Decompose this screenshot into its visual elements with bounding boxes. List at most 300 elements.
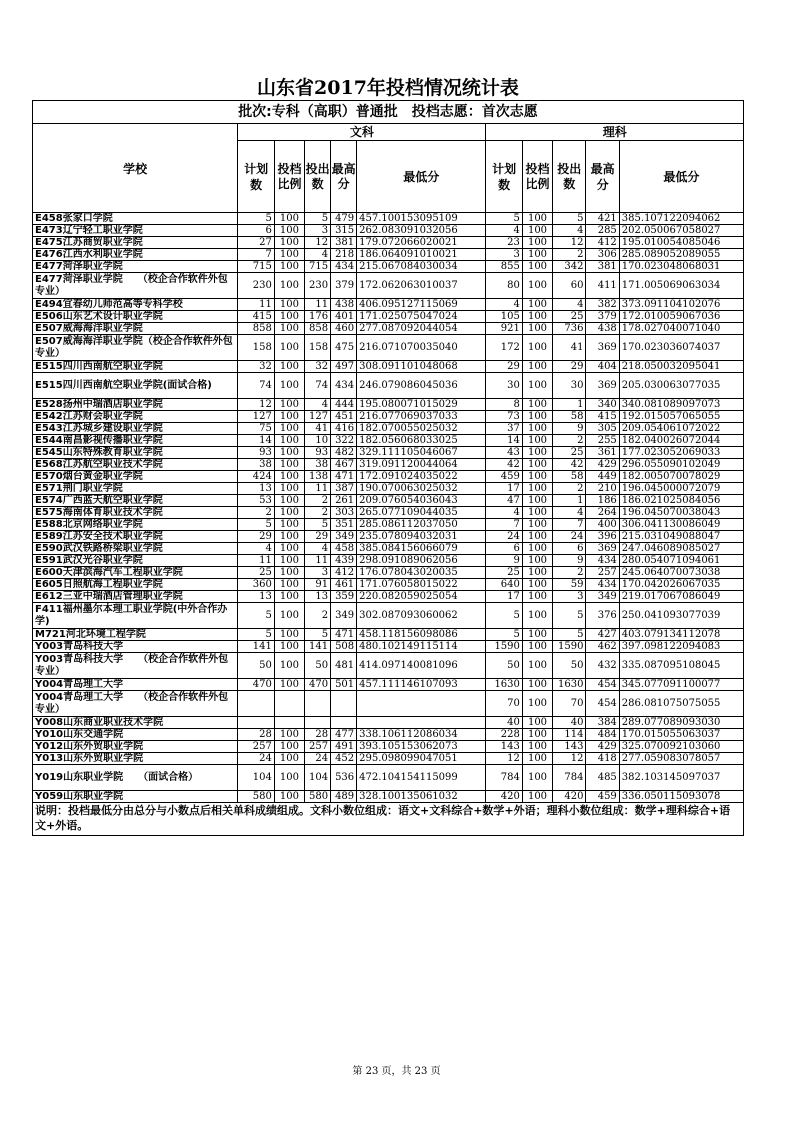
like-cell: 9: [553, 555, 586, 567]
wenke-cell: 277.087092044054: [357, 323, 486, 335]
wenke-cell: 470: [238, 679, 274, 691]
wenke-cell: 6: [238, 225, 274, 237]
like-cell: 4: [486, 225, 522, 237]
table-row: [33, 717, 744, 729]
like-cell: 196.045000072079: [619, 483, 743, 495]
school-name: E477菏泽职业学院: [33, 261, 238, 273]
wenke-cell: 100: [274, 423, 304, 435]
wenke-cell: 458.118156098086: [357, 629, 486, 641]
table-row: [33, 261, 744, 273]
wenke-cell: 29: [305, 531, 331, 543]
school-name: Y059山东职业学院: [33, 791, 238, 803]
wenke-cell: 5: [305, 519, 331, 531]
wenke-cell: 416: [331, 423, 357, 435]
like-cell: 736: [553, 323, 586, 335]
wenke-plan-header: 计划数: [238, 141, 274, 213]
table-row: [33, 423, 744, 435]
wenke-cell: 385.084156066079: [357, 543, 486, 555]
wenke-cell: 32: [238, 361, 274, 373]
like-cell: 277.059083078057: [619, 753, 743, 765]
table-row: [33, 741, 744, 753]
school-name: M721河北环境工程学院: [33, 629, 238, 641]
like-cell: 25: [486, 567, 522, 579]
like-cell: 40: [486, 717, 522, 729]
like-cell: 5: [553, 213, 586, 225]
like-cell: 100: [522, 311, 552, 323]
like-cell: 202.050067058027: [619, 225, 743, 237]
like-cell: 196.045070038043: [619, 507, 743, 519]
like-cell: 100: [522, 567, 552, 579]
wenke-cell: 230: [305, 273, 331, 299]
wenke-cell: 100: [274, 555, 304, 567]
wenke-cell: 179.072066020021: [357, 237, 486, 249]
like-cell: 100: [522, 249, 552, 261]
wenke-cell: 100: [274, 567, 304, 579]
wenke-cell: 100: [274, 435, 304, 447]
like-min-header: 最低分: [619, 141, 743, 213]
wenke-cell: 415: [238, 311, 274, 323]
like-cell: 369: [586, 543, 619, 555]
like-cell: 218.050032095041: [619, 361, 743, 373]
like-cell: 8: [486, 399, 522, 411]
school-name: Y010山东交通学院: [33, 729, 238, 741]
like-cell: 429: [586, 459, 619, 471]
wenke-cell: 38: [238, 459, 274, 471]
like-cell: 385.107122094062: [619, 213, 743, 225]
like-cell: 305: [586, 423, 619, 435]
wenke-cell: 182.056068033025: [357, 435, 486, 447]
like-cell: 5: [486, 213, 522, 225]
wenke-cell: 457.100153095109: [357, 213, 486, 225]
wenke-cell: 329.111105046067: [357, 447, 486, 459]
wenke-cell: 461: [331, 579, 357, 591]
wenke-cell: 50: [305, 653, 331, 679]
like-cell: 210: [586, 483, 619, 495]
like-cell: 2: [553, 435, 586, 447]
wenke-cell: 172.062063010037: [357, 273, 486, 299]
wenke-cell: 100: [274, 447, 304, 459]
like-cell: 340: [586, 399, 619, 411]
table-row: [33, 335, 744, 361]
like-cell: 205.030063077035: [619, 373, 743, 399]
wenke-cell: 4: [305, 543, 331, 555]
wenke-cell: 220.082059025054: [357, 591, 486, 603]
wenke-cell: 53: [238, 495, 274, 507]
wenke-cell: 351: [331, 519, 357, 531]
wenke-max-header: 最高分: [331, 141, 357, 213]
wenke-cell: 257: [238, 741, 274, 753]
wenke-cell: 262.083091032056: [357, 225, 486, 237]
like-cell: 784: [486, 765, 522, 791]
like-cell: 114: [553, 729, 586, 741]
wenke-cell: 5: [305, 213, 331, 225]
wenke-cell: 302.087093060062: [357, 603, 486, 629]
wenke-cell: 303: [331, 507, 357, 519]
like-cell: 228: [486, 729, 522, 741]
table-row: [33, 753, 744, 765]
wenke-cell: 176: [305, 311, 331, 323]
table-row: [33, 299, 744, 311]
wenke-cell: 434: [331, 373, 357, 399]
wenke-cell: 100: [274, 679, 304, 691]
wenke-cell: 5: [305, 629, 331, 641]
like-cell: 250.041093077039: [619, 603, 743, 629]
wenke-cell: 100: [274, 603, 304, 629]
wenke-cell: 100: [274, 399, 304, 411]
wenke-cell: 2: [305, 603, 331, 629]
table-row: [33, 361, 744, 373]
like-ratio-header: 投档比例: [522, 141, 552, 213]
wenke-cell: 171.025075047024: [357, 311, 486, 323]
like-cell: 1: [553, 495, 586, 507]
wenke-cell: 41: [305, 423, 331, 435]
wenke-cell: 858: [238, 323, 274, 335]
like-cell: 60: [553, 273, 586, 299]
like-cell: 29: [486, 361, 522, 373]
like-cell: 186.021025084056: [619, 495, 743, 507]
like-cell: 412: [586, 237, 619, 249]
like-cell: 170.042026067035: [619, 579, 743, 591]
like-cell: 1590: [486, 641, 522, 653]
like-cell: 58: [553, 471, 586, 483]
admission-table: [32, 100, 744, 836]
like-cell: 50: [486, 653, 522, 679]
like-cell: 42: [553, 459, 586, 471]
like-cell: 100: [522, 335, 552, 361]
school-header: 学校: [33, 124, 238, 213]
like-cell: 12: [553, 753, 586, 765]
wenke-cell: 104: [305, 765, 331, 791]
wenke-cell: 172.091024035022: [357, 471, 486, 483]
like-cell: 5: [553, 603, 586, 629]
wenke-cell: 158: [238, 335, 274, 361]
wenke-cell: 100: [274, 261, 304, 273]
like-cell: 100: [522, 361, 552, 373]
like-cell: 100: [522, 765, 552, 791]
like-cell: 9: [486, 555, 522, 567]
wenke-cell: 93: [305, 447, 331, 459]
school-name: Y019山东职业学院 （面试合格）: [33, 765, 238, 791]
school-name: E475江苏商贸职业学院: [33, 237, 238, 249]
like-cell: 171.005069063034: [619, 273, 743, 299]
like-cell: 47: [486, 495, 522, 507]
like-cell: 100: [522, 543, 552, 555]
table-row: [33, 729, 744, 741]
wenke-cell: 141: [238, 641, 274, 653]
school-name: E545山东特殊教育职业学院: [33, 447, 238, 459]
wenke-cell: 13: [305, 591, 331, 603]
like-cell: 429: [586, 741, 619, 753]
school-name: E544南昌影视传播职业学院: [33, 435, 238, 447]
like-cell: 376: [586, 603, 619, 629]
like-cell: 434: [586, 555, 619, 567]
table-row: [33, 519, 744, 531]
wenke-cell: 497: [331, 361, 357, 373]
table-row: [33, 641, 744, 653]
school-name: E515四川西南航空职业学院: [33, 361, 238, 373]
wenke-cell: 475: [331, 335, 357, 361]
wenke-cell: 195.080071015029: [357, 399, 486, 411]
wenke-cell: 477: [331, 729, 357, 741]
like-cell: 855: [486, 261, 522, 273]
like-cell: 420: [553, 791, 586, 803]
like-cell: 17: [486, 483, 522, 495]
table-row: [33, 459, 744, 471]
like-cell: 7: [553, 519, 586, 531]
wenke-cell: 434: [331, 261, 357, 273]
school-name: E570烟台黄金职业学院: [33, 471, 238, 483]
like-cell: 100: [522, 237, 552, 249]
like-cell: 100: [522, 741, 552, 753]
wenke-cell: 2: [238, 507, 274, 519]
wenke-cell: 25: [238, 567, 274, 579]
like-cell: 143: [486, 741, 522, 753]
table-row: [33, 411, 744, 423]
table-row: [33, 679, 744, 691]
wenke-cell: 360: [238, 579, 274, 591]
like-cell: 349: [586, 591, 619, 603]
wenke-cell: 100: [274, 729, 304, 741]
like-cell: 100: [522, 447, 552, 459]
wenke-cell: 261: [331, 495, 357, 507]
like-cell: 449: [586, 471, 619, 483]
school-name: E600天津滨海汽车工程职业学院: [33, 567, 238, 579]
like-cell: 100: [522, 753, 552, 765]
like-cell: 361: [586, 447, 619, 459]
wenke-cell: 100: [274, 249, 304, 261]
like-cell: 143: [553, 741, 586, 753]
wenke-cell: 100: [274, 411, 304, 423]
wenke-cell: 127: [305, 411, 331, 423]
like-max-header: 最高分: [586, 141, 619, 213]
wenke-cell: 104: [238, 765, 274, 791]
wenke-cell: 100: [274, 507, 304, 519]
school-name: E506山东艺术设计职业学院: [33, 311, 238, 323]
table-row: [33, 531, 744, 543]
like-cell: 285: [586, 225, 619, 237]
school-name: E605日照航海工程职业学院: [33, 579, 238, 591]
school-name: E494宜春幼儿师范高等专科学校: [33, 299, 238, 311]
like-cell: 100: [522, 323, 552, 335]
wenke-cell: 14: [238, 435, 274, 447]
like-cell: 25: [553, 311, 586, 323]
like-cell: 100: [522, 531, 552, 543]
like-cell: 462: [586, 641, 619, 653]
wenke-cell: 349: [331, 603, 357, 629]
table-row: [33, 591, 744, 603]
like-cell: 1: [553, 399, 586, 411]
wenke-cell: 393.105153062073: [357, 741, 486, 753]
wenke-cell: 381: [331, 237, 357, 249]
wenke-cell: 176.078043020035: [357, 567, 486, 579]
school-name: E543江苏城乡建设职业学院: [33, 423, 238, 435]
wenke-cell: 100: [274, 543, 304, 555]
wenke-cell: 29: [238, 531, 274, 543]
like-cell: 397.098122094083: [619, 641, 743, 653]
wenke-cell: 319.091120044064: [357, 459, 486, 471]
like-cell: 1630: [486, 679, 522, 691]
wenke-cell: 2: [305, 495, 331, 507]
wenke-cell: 11: [305, 483, 331, 495]
school-name: E515四川西南航空职业学院(面试合格): [33, 373, 238, 399]
wenke-cell: [331, 717, 357, 729]
table-note: 说明：投档最低分由总分与小数点后相关单科成绩组成。文科小数位组成：语文+文科综合+数学+外语；理科小数位组成：数学+理科综合+语文+外语。: [33, 803, 744, 836]
like-cell: 100: [522, 507, 552, 519]
table-row: [33, 311, 744, 323]
like-cell: 50: [553, 653, 586, 679]
like-cell: 2: [553, 249, 586, 261]
like-cell: 2: [553, 483, 586, 495]
like-cell: 100: [522, 483, 552, 495]
wenke-cell: 91: [305, 579, 331, 591]
like-cell: 296.055090102049: [619, 459, 743, 471]
like-cell: 23: [486, 237, 522, 249]
wenke-cell: 471: [331, 629, 357, 641]
wenke-cell: 11: [305, 555, 331, 567]
wenke-cell: 11: [305, 299, 331, 311]
like-cell: 4: [553, 507, 586, 519]
page-footer: 第 23 页，共 23 页: [352, 1066, 441, 1077]
like-cell: 14: [486, 435, 522, 447]
like-cell: 255: [586, 435, 619, 447]
wenke-cell: 12: [305, 237, 331, 249]
wenke-cell: [274, 691, 304, 717]
school-name: E528扬州中瑞酒店职业学院: [33, 399, 238, 411]
like-cell: 186: [586, 495, 619, 507]
like-cell: 1590: [553, 641, 586, 653]
table-row: [33, 273, 744, 299]
like-cell: 192.015057065055: [619, 411, 743, 423]
wenke-cell: 100: [274, 323, 304, 335]
like-cell: 100: [522, 603, 552, 629]
like-cell: 100: [522, 691, 552, 717]
like-cell: 170.023036074037: [619, 335, 743, 361]
like-cell: 17: [486, 591, 522, 603]
wenke-cell: 501: [331, 679, 357, 691]
like-cell: 100: [522, 717, 552, 729]
wenke-cell: 4: [238, 543, 274, 555]
school-name: E542江苏财会职业学院: [33, 411, 238, 423]
wenke-cell: 580: [305, 791, 331, 803]
like-cell: 100: [522, 411, 552, 423]
like-cell: 37: [486, 423, 522, 435]
wenke-cell: 100: [274, 225, 304, 237]
wenke-ratio-header: 投档比例: [274, 141, 304, 213]
wenke-cell: 100: [274, 299, 304, 311]
like-cell: 100: [522, 273, 552, 299]
like-cell: 340.081089097073: [619, 399, 743, 411]
wenke-cell: 74: [238, 373, 274, 399]
like-cell: 6: [486, 543, 522, 555]
table-row: [33, 447, 744, 459]
like-cell: 264: [586, 507, 619, 519]
like-cell: 58: [553, 411, 586, 423]
batch-line: 批次:专科（高职）普通批 投档志愿：首次志愿: [33, 101, 744, 124]
school-name: Y003青岛科技大学 （校企合作软件外包专业）: [33, 653, 238, 679]
like-cell: 100: [522, 373, 552, 399]
wenke-cell: 480.102149115114: [357, 641, 486, 653]
wenke-cell: 216.071070035040: [357, 335, 486, 361]
like-cell: 4: [486, 299, 522, 311]
like-cell: 80: [486, 273, 522, 299]
like-cell: 100: [522, 261, 552, 273]
school-name: E591武汉光谷职业学院: [33, 555, 238, 567]
like-cell: 454: [586, 679, 619, 691]
wenke-cell: 508: [331, 641, 357, 653]
wenke-cell: 5: [238, 603, 274, 629]
wenke-cell: 2: [305, 507, 331, 519]
wenke-cell: 5: [238, 213, 274, 225]
like-cell: 70: [553, 691, 586, 717]
wenke-cell: 491: [331, 741, 357, 753]
wenke-cell: 100: [274, 579, 304, 591]
wenke-cell: [305, 717, 331, 729]
wenke-cell: 479: [331, 213, 357, 225]
like-cell: 41: [553, 335, 586, 361]
school-name: E473辽宁轻工职业学院: [33, 225, 238, 237]
like-cell: 9: [553, 423, 586, 435]
wenke-cell: 379: [331, 273, 357, 299]
like-cell: 100: [522, 729, 552, 741]
wenke-cell: 387: [331, 483, 357, 495]
wenke-cell: 414.097140081096: [357, 653, 486, 679]
like-cell: 100: [522, 653, 552, 679]
like-cell: 427: [586, 629, 619, 641]
like-cell: 73: [486, 411, 522, 423]
like-cell: 285.089052089055: [619, 249, 743, 261]
table-row: [33, 507, 744, 519]
like-cell: 100: [522, 225, 552, 237]
like-cell: 411: [586, 273, 619, 299]
like-cell: 170.015055063037: [619, 729, 743, 741]
wenke-cell: 5: [238, 629, 274, 641]
wenke-cell: 100: [274, 765, 304, 791]
like-cell: 484: [586, 729, 619, 741]
like-cell: 100: [522, 495, 552, 507]
wenke-cell: 458: [331, 543, 357, 555]
like-cell: 100: [522, 399, 552, 411]
like-cell: 286.081075075055: [619, 691, 743, 717]
school-name: E507威海海洋职业学院: [33, 323, 238, 335]
like-cell: 335.087095108045: [619, 653, 743, 679]
wenke-cell: 74: [305, 373, 331, 399]
like-cell: 454: [586, 691, 619, 717]
like-cell: 400: [586, 519, 619, 531]
wenke-cell: 141: [305, 641, 331, 653]
wenke-cell: 412: [331, 567, 357, 579]
like-cell: 100: [522, 579, 552, 591]
like-cell: 3: [553, 591, 586, 603]
like-cell: 7: [486, 519, 522, 531]
wenke-cell: 100: [274, 591, 304, 603]
like-cell: 485: [586, 765, 619, 791]
wenke-cell: 438: [331, 299, 357, 311]
wenke-cell: 24: [305, 753, 331, 765]
table-row: [33, 483, 744, 495]
like-cell: 100: [522, 591, 552, 603]
school-name: E571荆门职业学院: [33, 483, 238, 495]
like-cell: 100: [522, 213, 552, 225]
like-cell: 170.023048068031: [619, 261, 743, 273]
school-name: E507威海海洋职业学院（校企合作软件外包专业）: [33, 335, 238, 361]
like-cell: 247.046089085027: [619, 543, 743, 555]
wenke-cell: 100: [274, 373, 304, 399]
table-row: [33, 691, 744, 717]
wenke-cell: 315: [331, 225, 357, 237]
school-name: F411福州墨尔本理工职业学院(中外合作办学): [33, 603, 238, 629]
wenke-cell: 215.067084030034: [357, 261, 486, 273]
wenke-cell: 100: [274, 213, 304, 225]
